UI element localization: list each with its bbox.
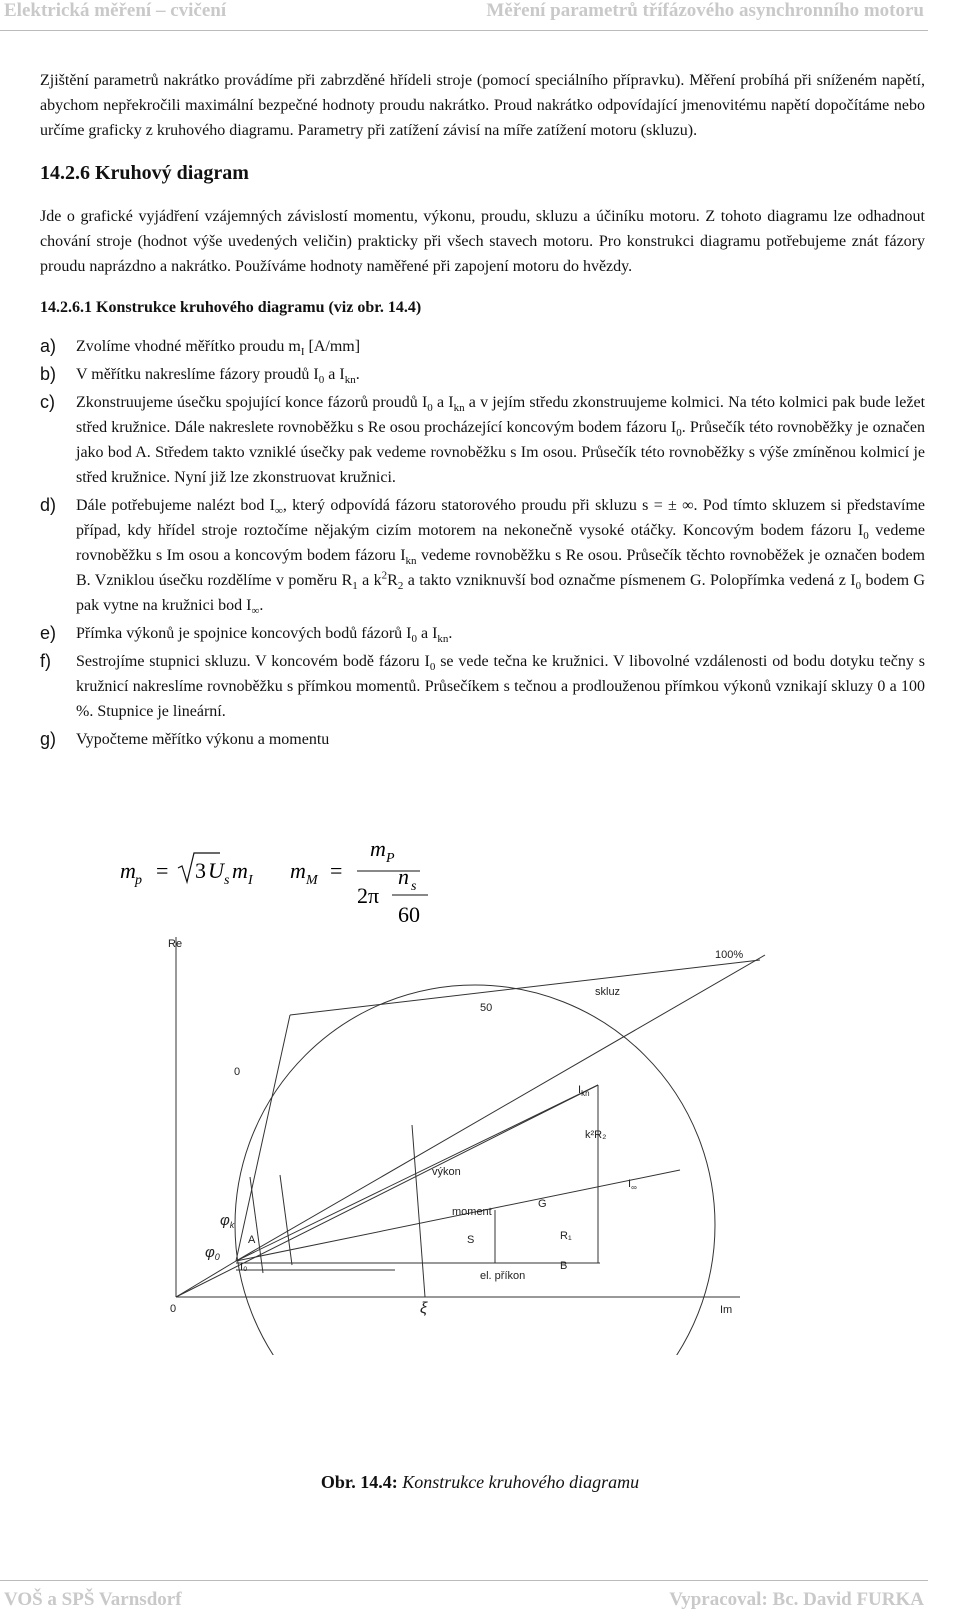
formula-eq1: = bbox=[156, 858, 169, 883]
step-text: a v jejím středu zkonstruujeme kolmici. Na této kolmici pak bude ležet střed kružnice. Dále nakreslete rovnoběžku s Re osou procházející koncovým bodem fázoru I bbox=[76, 394, 926, 436]
step-text: . bbox=[259, 597, 264, 614]
k2r2-label: k²R₂ bbox=[585, 1129, 607, 1141]
axis-im-label: Im bbox=[720, 1304, 733, 1316]
step-text: a I bbox=[324, 366, 345, 383]
step-label: b) bbox=[40, 364, 57, 384]
s-label: S bbox=[467, 1234, 475, 1246]
footer-right: Vypracoval: Bc. David FURKA bbox=[669, 1589, 924, 1610]
step-sub: 0 bbox=[411, 633, 417, 646]
step-sub: 0 bbox=[855, 580, 862, 593]
moment-label: moment bbox=[452, 1206, 492, 1218]
formula-num-sub: P bbox=[386, 851, 395, 866]
formula-two-pi: 2π bbox=[357, 883, 380, 908]
step-label: e) bbox=[40, 623, 57, 643]
step-e bbox=[40, 621, 925, 646]
step-sub: kn bbox=[405, 555, 417, 568]
step-sub: 1 bbox=[352, 580, 358, 593]
step-d bbox=[40, 493, 925, 618]
step-text: V měřítku nakreslíme fázory proudů I bbox=[76, 366, 319, 383]
step-text: , který odpovídá fázoru statorového proudu při skluzu s = ± ∞. Pod tímto skluzem si představíme případ, kdy hřídel stroje roztočíme nějakým cizím motorem na nekonečně vysoké otáčky. Koncovým bodem fázoru I bbox=[76, 497, 925, 539]
phik-sub: k bbox=[229, 1220, 235, 1230]
formula-ns-sub: s bbox=[411, 879, 417, 894]
phi0-main: φ bbox=[205, 1244, 215, 1261]
ikn-main: I bbox=[578, 1084, 582, 1096]
step-sub: I bbox=[300, 346, 305, 359]
step-text: a takto vzniknuvší bod označme písmenem G. Polopřímka vedená z I bbox=[403, 572, 856, 589]
formula-sixty: 60 bbox=[398, 902, 420, 927]
formula-eq2: = bbox=[330, 858, 343, 883]
step-text: . Průsečík této rovnoběžky je označen jako bod A. Středem takto vzniklé úsečky pak vedeme rovnoběžku s Im osou. Průsečík této rovnoběžky s výše zmíněnou kolmicí je střed kružnice. Nyní již lze zkonstruovat kružnici. bbox=[76, 419, 926, 486]
step-text: a I bbox=[432, 394, 454, 411]
step-text: . bbox=[355, 366, 360, 383]
caption-bold: Obr. 14.4: bbox=[320, 1472, 398, 1492]
step-sub: 2 bbox=[397, 580, 404, 593]
ikn-label bbox=[578, 1084, 590, 1098]
skluz-label: skluz bbox=[595, 986, 621, 998]
formula-sqrt-arg: 3 bbox=[195, 858, 206, 883]
step-label: d) bbox=[40, 495, 57, 515]
header-right: Měření parametrů třífázového asynchronního motoru bbox=[486, 0, 924, 21]
b-label: B bbox=[560, 1260, 568, 1272]
figure-caption bbox=[0, 1472, 960, 1493]
step-text: a I bbox=[416, 625, 438, 642]
i0-phasor bbox=[176, 1261, 236, 1297]
step-text: Zkonstruujeme úsečku spojující konce fázorů proudů I bbox=[76, 394, 428, 411]
formula-us: U bbox=[208, 858, 224, 883]
vykon-label: výkon bbox=[432, 1166, 461, 1178]
step-label: c) bbox=[40, 392, 55, 412]
current-circle bbox=[235, 985, 715, 1355]
step-g bbox=[40, 727, 925, 752]
formula-mp: m bbox=[120, 858, 136, 883]
circle-diagram bbox=[150, 925, 790, 1355]
phik-main: φ bbox=[220, 1212, 230, 1229]
step-sub: 0 bbox=[318, 374, 325, 387]
slip-scale bbox=[290, 960, 760, 1015]
iinf-sub: ∞ bbox=[631, 1183, 637, 1192]
step-text: vedeme rovnoběžku s Re osou. Průsečík těchto rovnoběžek je označen bodem B. Vzniklou úsečku rozdělíme v poměru R bbox=[76, 547, 925, 589]
formula-ns: n bbox=[398, 864, 409, 889]
fifty-label: 50 bbox=[480, 1002, 493, 1014]
page-footer bbox=[0, 1580, 928, 1618]
step-c bbox=[40, 390, 925, 490]
header-left: Elektrická měření – cvičení bbox=[4, 0, 227, 21]
formula-mi: m bbox=[232, 858, 248, 883]
formula-mm-sub: M bbox=[306, 873, 318, 888]
page-header bbox=[0, 0, 928, 31]
formula-mp-sub: p bbox=[135, 873, 142, 888]
caption-italic: Konstrukce kruhového diagramu bbox=[397, 1472, 640, 1492]
step-sub: kn bbox=[344, 374, 356, 387]
i0-label: I₀ bbox=[240, 1261, 248, 1273]
section-title: 14.2.6 Kruhový diagram bbox=[40, 162, 249, 184]
ikn-phasor bbox=[236, 1085, 598, 1261]
step-text: bodem G pak vytne na kružnici bod I bbox=[76, 572, 926, 614]
phik-label bbox=[220, 1212, 235, 1230]
page-content bbox=[40, 68, 925, 755]
step-text: a k bbox=[357, 572, 382, 589]
subsection-title: 14.2.6.1 Konstrukce kruhového diagramu (viz obr. 14.4) bbox=[40, 299, 422, 316]
step-sub: kn bbox=[453, 402, 465, 415]
step-sub: ∞ bbox=[274, 505, 283, 518]
step-text: Sestrojíme stupnici skluzu. V koncovém bodě fázoru I bbox=[76, 653, 430, 670]
step-text: R bbox=[387, 572, 398, 589]
phi0-label bbox=[205, 1244, 220, 1262]
g-label: G bbox=[538, 1198, 547, 1210]
origin-label: 0 bbox=[170, 1303, 177, 1315]
step-text: Přímka výkonů je spojnice koncových bodů fázorů I bbox=[76, 625, 412, 642]
formula-num: m bbox=[370, 838, 386, 861]
step-sub: ∞ bbox=[251, 605, 260, 618]
step-text: vedeme rovnoběžku s Im osou a koncovým bodem fázoru I bbox=[76, 522, 926, 564]
slip-tangent bbox=[236, 955, 765, 1261]
step-sup: 2 bbox=[381, 569, 388, 582]
step-a bbox=[40, 334, 925, 359]
step-b bbox=[40, 362, 925, 387]
step-label: f) bbox=[40, 651, 51, 671]
hundred-label: 100% bbox=[715, 949, 744, 961]
step-text: Vypočteme měřítko výkonu a momentu bbox=[76, 731, 330, 748]
step-text: [A/mm] bbox=[304, 338, 361, 355]
r1-label: R₁ bbox=[560, 1230, 572, 1242]
phi0-sub: 0 bbox=[214, 1252, 220, 1262]
slip-line-0 bbox=[236, 1015, 290, 1261]
xi-label: ξ bbox=[420, 1300, 428, 1317]
footer-left: VOŠ a SPŠ Varnsdorf bbox=[4, 1589, 182, 1610]
step-f bbox=[40, 649, 925, 724]
a-label: A bbox=[248, 1234, 256, 1246]
formula-mi-sub: I bbox=[248, 873, 253, 888]
step-text: se vede tečna ke kružnici. V libovolné vzdálenosti od bodu dotyku tečny s kružnicí nakreslíme rovnoběžku s přímkou momentů. Průsečíkem s tečnou a prodlouženou přímkou výkonů vznikají skluzy 0 a 100 %. Stupnice je lineární. bbox=[76, 653, 925, 720]
xi-line bbox=[412, 1125, 425, 1297]
zero-scale-label: 0 bbox=[234, 1066, 241, 1078]
step-text: Dále potřebujeme nalézt bod I bbox=[76, 497, 275, 514]
prikon-label: el. příkon bbox=[480, 1270, 526, 1282]
step-label: g) bbox=[40, 729, 57, 749]
iinf-main: I bbox=[628, 1178, 632, 1190]
step-text: Zvolíme vhodné měřítko proudu m bbox=[76, 338, 301, 355]
axis-re-label: Re bbox=[168, 938, 183, 950]
formula-mm: m bbox=[290, 858, 306, 883]
step-sub: 0 bbox=[429, 661, 436, 674]
step-sub: 0 bbox=[676, 427, 682, 440]
ikn-sub: kn bbox=[581, 1089, 590, 1098]
section-paragraph: Jde o grafické vyjádření vzájemných závislostí momentu, výkonu, proudu, skluzu a účiníku motoru. Z tohoto diagramu lze odhadnout chování stroje (hodnot výše uvedených veličin) prakticky při všech stavech motoru. Pro konstrukci diagramu potřebujeme znát fázory proudu naprázdno a nakrátko. Používáme hodnoty naměřené při zapojení motoru do hvězdy. bbox=[40, 208, 925, 275]
step-sub: 0 bbox=[427, 402, 433, 415]
formula bbox=[120, 838, 460, 933]
intro-paragraph: Zjištění parametrů nakrátko provádíme při zabrzděné hřídeli stroje (pomocí speciálního přípravku). Měření probíhá při sníženém napětí, abychom nepřekročili maximální bezpečné hodnoty proudu nakrátko. Proud nakrátko odpovídající jmenovitému napětí dopočítáme nebo určíme graficky z kruhového diagramu. Parametry při zatížení závisí na míře zatížení motoru (skluzu). bbox=[40, 72, 925, 139]
step-sub: 0 bbox=[863, 530, 869, 543]
formula-us-sub: s bbox=[224, 873, 230, 888]
step-text: . bbox=[448, 625, 453, 642]
step-sub: kn bbox=[437, 633, 449, 646]
step-label: a) bbox=[40, 336, 57, 356]
construction-steps bbox=[40, 334, 925, 752]
